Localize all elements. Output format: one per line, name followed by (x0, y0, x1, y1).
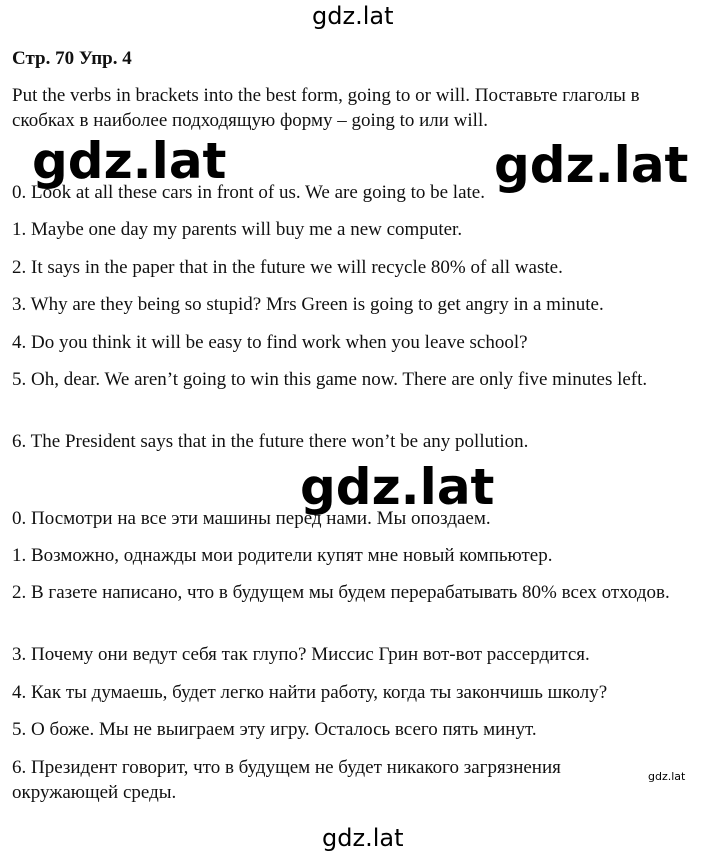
answer-ru-3: 3. Почему они ведут себя так глупо? Миссис Грин вот-вот рассердится. (12, 644, 590, 665)
watermark-right: gdz.lat (494, 136, 689, 194)
answer-en-3: 3. Why are they being so stupid? Mrs Green is going to get angry in a minute. (12, 294, 604, 315)
answer-ru-4: 4. Как ты думаешь, будет легко найти работу, когда ты закончишь школу? (12, 682, 608, 703)
answer-en-6: 6. The President says that in the future there won’t be any pollution. (12, 431, 529, 452)
watermark-middle: gdz.lat (300, 458, 495, 516)
answer-ru-1: 1. Возможно, однажды мои родители купят мне новый компьютер. (12, 545, 553, 566)
watermark-small: gdz.lat (648, 770, 686, 783)
watermark-bottom: gdz.lat (322, 824, 404, 852)
instruction-text: Put the verbs in brackets into the best form, going to or will. Поставьте глаголы в скобках в наиболее подходящую форму – going to или will. (12, 85, 640, 131)
answer-en-4: 4. Do you think it will be easy to find work when you leave school? (12, 332, 528, 353)
answer-en-5: 5. Oh, dear. We aren’t going to win this game now. There are only five minutes left. (12, 369, 648, 390)
answer-en-1: 1. Maybe one day my parents will buy me a new computer. (12, 219, 463, 240)
watermark-top: gdz.lat (312, 2, 394, 30)
watermark-left: gdz.lat (32, 132, 227, 190)
answer-ru-6: 6. Президент говорит, что в будущем не будет никакого загрязнения окружающей среды. (12, 757, 561, 803)
page-title: Стр. 70 Упр. 4 (12, 48, 132, 69)
answer-ru-5: 5. О боже. Мы не выиграем эту игру. Осталось всего пять минут. (12, 719, 537, 740)
answer-ru-0: 0. Посмотри на все эти машины перед нами. Мы опоздаем. (12, 508, 491, 529)
answer-en-0: 0. Look at all these cars in front of us. We are going to be late. (12, 182, 485, 203)
answer-ru-2: 2. В газете написано, что в будущем мы будем перерабатывать 80% всех отходов. (12, 582, 670, 603)
answer-en-2: 2. It says in the paper that in the future we will recycle 80% of all waste. (12, 257, 563, 278)
